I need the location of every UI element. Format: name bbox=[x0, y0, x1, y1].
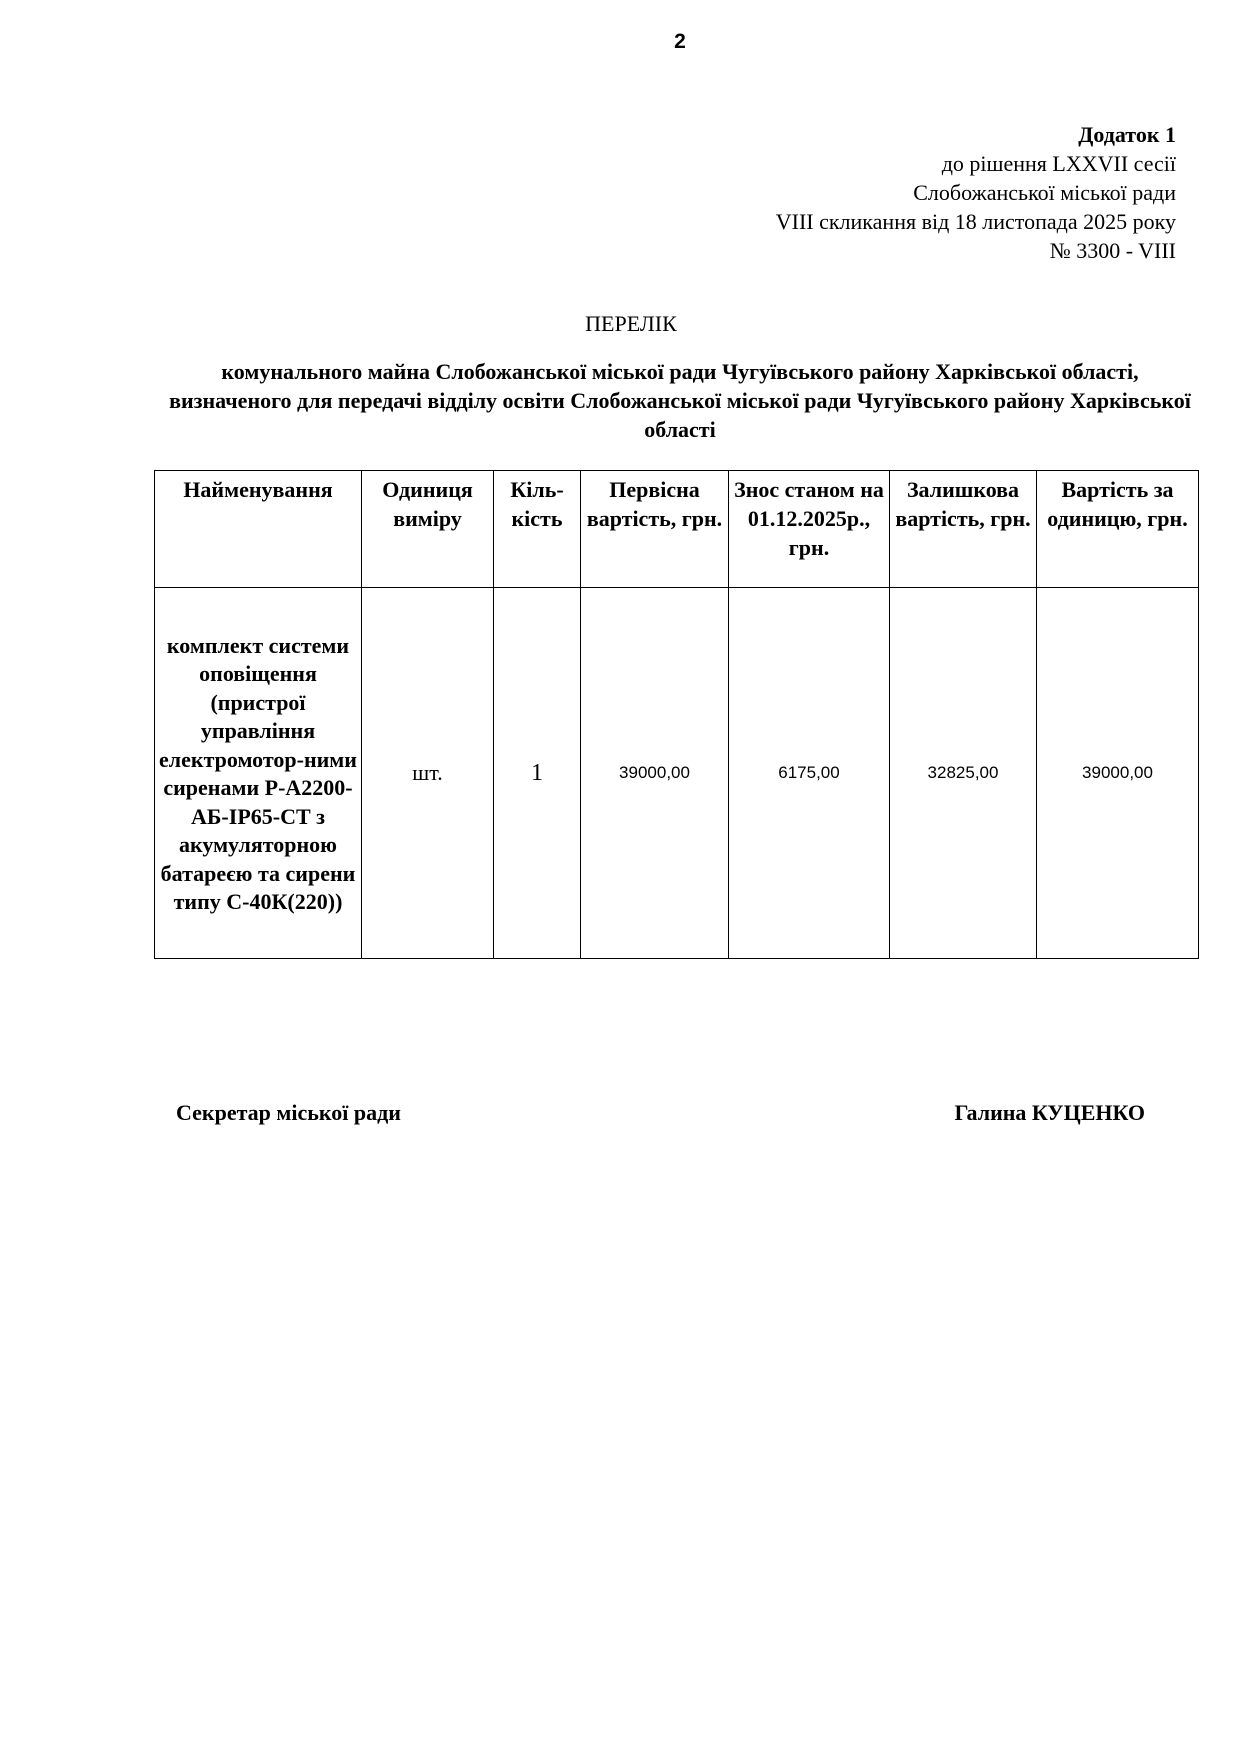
header-residual-value: Залишкова вартість, грн. bbox=[890, 471, 1037, 588]
table-header-row bbox=[155, 471, 1199, 588]
header-name: Найменування bbox=[155, 471, 362, 588]
header-initial-value: Первісна вартість, грн. bbox=[581, 471, 729, 588]
signature-position: Секретар міської ради bbox=[176, 1100, 401, 1125]
appendix-block bbox=[776, 120, 1176, 265]
signature-name: Галина КУЦЕНКО bbox=[954, 1100, 1145, 1125]
appendix-label: Додаток 1 bbox=[1078, 122, 1176, 147]
cell-name: комплект системи оповіщення (пристрої управління електромотор-ними сиренами Р-А2200-АБ-ІР65-СТ з акумуляторною батареєю та сирени типу С-40К(220)) bbox=[155, 588, 362, 959]
document-title: ПЕРЕЛІК bbox=[585, 311, 677, 336]
cell-depreciation: 6175,00 bbox=[729, 588, 890, 959]
cell-residual-value: 32825,00 bbox=[890, 588, 1037, 959]
cell-initial-value: 39000,00 bbox=[581, 588, 729, 959]
table-row bbox=[155, 588, 1199, 959]
appendix-line-2: Слобожанської міської ради bbox=[913, 180, 1176, 205]
header-qty: Кіль-кість bbox=[494, 471, 581, 588]
header-unit: Одиниця виміру bbox=[362, 471, 494, 588]
appendix-line-3: VIII скликання від 18 листопада 2025 року bbox=[775, 209, 1176, 234]
document-subtitle: комунального майна Слобожанської міської ради Чугуївського району Харківської області, визначеного для передачі відділу освіти Слобожанської міської ради Чугуївського району Харківської області bbox=[169, 359, 1191, 442]
appendix-line-4: № 3300 - VIII bbox=[1049, 238, 1176, 263]
header-depreciation: Знос станом на 01.12.2025р., грн. bbox=[729, 471, 890, 588]
cell-qty: 1 bbox=[494, 588, 581, 959]
appendix-line-1: до рішення LXXVII сесії bbox=[941, 151, 1176, 176]
cell-unit: шт. bbox=[362, 588, 494, 959]
cell-unit-price: 39000,00 bbox=[1037, 588, 1199, 959]
header-unit-price: Вартість за одиницю, грн. bbox=[1037, 471, 1199, 588]
property-table bbox=[154, 470, 1199, 959]
page-number: 2 bbox=[674, 30, 686, 53]
